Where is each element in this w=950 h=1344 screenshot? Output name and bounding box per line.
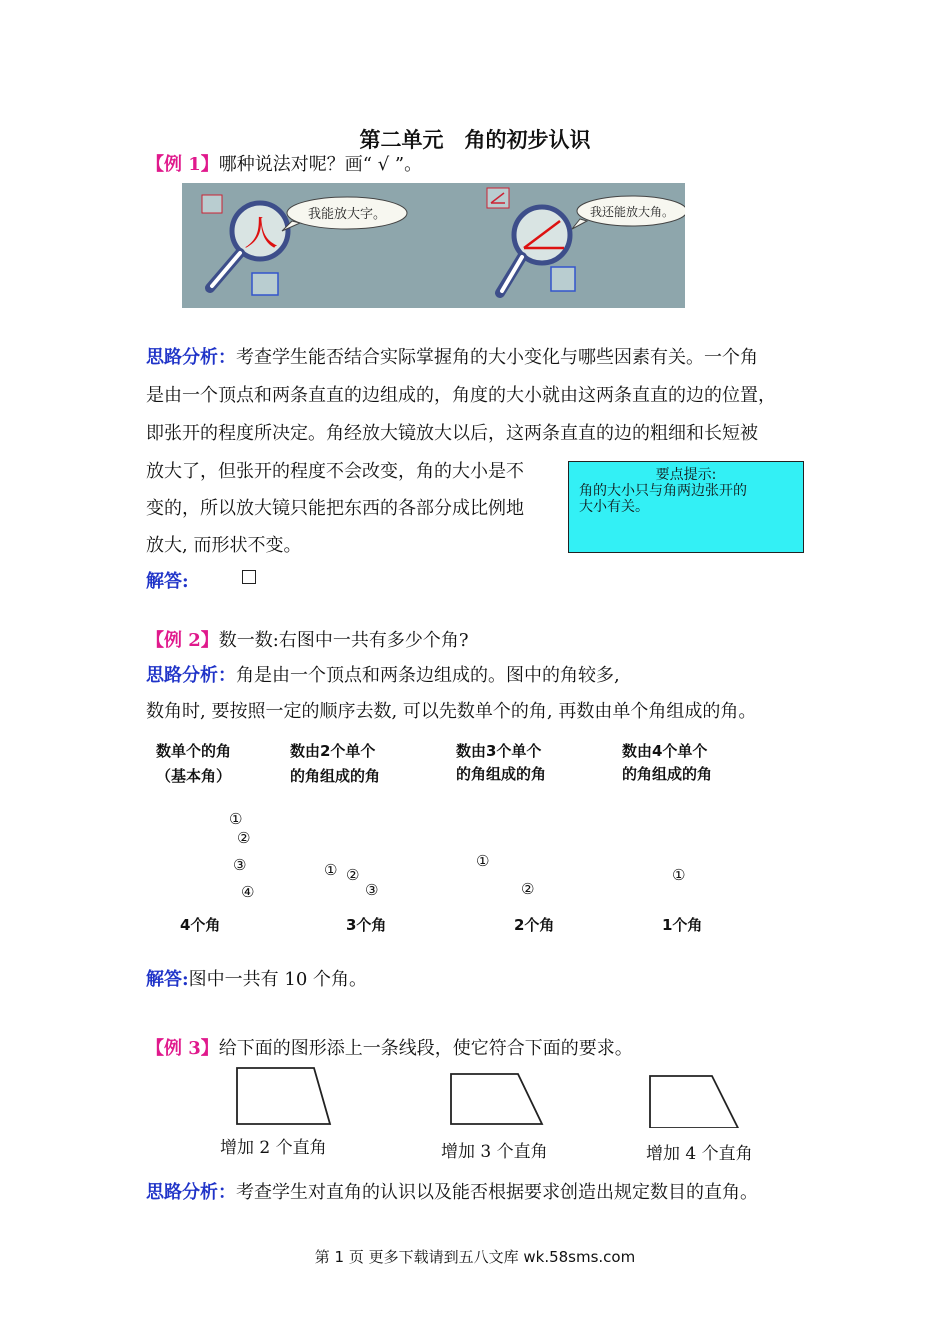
hint-line-2: 大小有关。 — [579, 499, 649, 515]
col1-head2: （基本角） — [156, 767, 232, 785]
magnifier-illustration — [182, 183, 685, 308]
col2-head1: 数由2个单个 — [290, 742, 376, 760]
col3-mark-2: ② — [521, 880, 535, 898]
ex3-analysis-line — [146, 1178, 758, 1204]
col2-mark-3: ③ — [365, 881, 379, 899]
photo-checkbox-left — [252, 273, 278, 295]
ex1-analysis-line-1: 思路分析：考查学生能否结合实际掌握角的大小变化与哪些因素有关。一个角 — [146, 347, 758, 368]
page-title: 第二单元 角的初步认识 — [359, 127, 591, 152]
caption-1: 增加 2 个直角 — [220, 1138, 327, 1158]
ex2-analysis-line-2: 数角时, 要按照一定的顺序去数, 可以先数单个的角, 再数由单个角组成的角。 — [146, 701, 757, 722]
col2-mark-1: ① — [324, 861, 338, 879]
col2-head2: 的角组成的角 — [290, 767, 381, 785]
col4-mark-1: ① — [672, 866, 686, 884]
ex2-answer-label: 解答: — [146, 969, 189, 990]
photo-bubble-left: 我能放大字。 — [307, 207, 387, 222]
ex3-question: 给下面的图形添上一条线段，使它符合下面的要求。 — [218, 1038, 633, 1059]
ex1-analysis-line-4: 放大了，但张开的程度不会改变，角的大小是不 — [146, 461, 524, 482]
ex1-photo — [182, 183, 685, 308]
trapezoid-shapes — [226, 1064, 796, 1128]
hint-title: 要点提示: — [655, 467, 717, 483]
col1-head1: 数单个的角 — [156, 742, 232, 760]
hint-box — [568, 461, 804, 553]
trapezoid-1 — [237, 1068, 330, 1124]
col1-mark-1: ① — [229, 810, 243, 828]
ex1-question-line — [146, 150, 422, 176]
trapezoid-2 — [451, 1074, 542, 1124]
page-footer: 第 1 页 更多下载请到五八文库 wk.58sms.com — [314, 1248, 636, 1266]
ex1-analysis-label: 思路分析： — [146, 347, 236, 368]
col3-head2: 的角组成的角 — [456, 765, 547, 783]
col3-mark-1: ① — [476, 852, 490, 870]
col4-head2: 的角组成的角 — [622, 765, 713, 783]
ex2-question: 数一数:右图中一共有多少个角? — [218, 630, 469, 651]
ex3-question-line — [146, 1034, 633, 1060]
ex1-analysis-line-6: 放大, 而形状不变。 — [146, 535, 302, 556]
col2-count: 3个角 — [346, 916, 387, 934]
caption-2: 增加 3 个直角 — [441, 1142, 548, 1162]
photo-char: 人 — [244, 214, 278, 254]
ex2-analysis-line-1: 思路分析：角是由一个顶点和两条边组成的。图中的角较多, — [146, 665, 620, 686]
ex2-question-line — [146, 626, 469, 652]
photo-bubble-right: 我还能放大角。 — [589, 205, 675, 219]
trapezoid-3 — [650, 1076, 738, 1128]
col3-head1: 数由3个单个 — [456, 742, 542, 760]
answer-checkbox[interactable] — [242, 570, 256, 584]
ex2-tag: 【例 2】 — [146, 630, 219, 651]
col1-mark-3: ③ — [233, 856, 247, 874]
col4-head1: 数由4个单个 — [622, 742, 708, 760]
ex1-analysis-line-5: 变的，所以放大镜只能把东西的各部分成比例地 — [146, 498, 524, 519]
col1-count: 4个角 — [180, 916, 221, 934]
col4-count: 1个角 — [662, 916, 703, 934]
hint-line-1: 角的大小只与角两边张开的 — [579, 483, 747, 499]
ex1-analysis-line-2: 是由一个顶点和两条直直的边组成的，角度的大小就由这两条直直的边的位置， — [146, 385, 776, 406]
ex3-analysis-text: 考查学生对直角的认识以及能否根据要求创造出规定数目的直角。 — [236, 1182, 758, 1203]
col1-mark-2: ② — [237, 829, 251, 847]
ex2-analysis-label: 思路分析： — [146, 665, 236, 686]
ex2-answer — [146, 965, 367, 991]
photo-checkbox-right — [551, 267, 575, 291]
ex3-analysis-label: 思路分析： — [146, 1182, 236, 1203]
col1-mark-4: ④ — [241, 883, 255, 901]
ex1-answer — [146, 567, 189, 593]
ex1-question: 哪种说法对呢？画“ √ ”。 — [218, 154, 423, 175]
col3-count: 2个角 — [514, 916, 555, 934]
ex2-answer-text: 图中一共有 10 个角。 — [188, 969, 368, 990]
ex1-analysis-line-3: 即张开的程度所决定。角经放大镜放大以后，这两条直直的边的粗细和长短被 — [146, 423, 758, 444]
caption-3: 增加 4 个直角 — [646, 1144, 753, 1164]
ex1-tag: 【例 1】 — [146, 154, 219, 175]
ex1-answer-label: 解答: — [146, 571, 189, 592]
ex3-tag: 【例 3】 — [146, 1038, 219, 1059]
col2-mark-2: ② — [346, 866, 360, 884]
